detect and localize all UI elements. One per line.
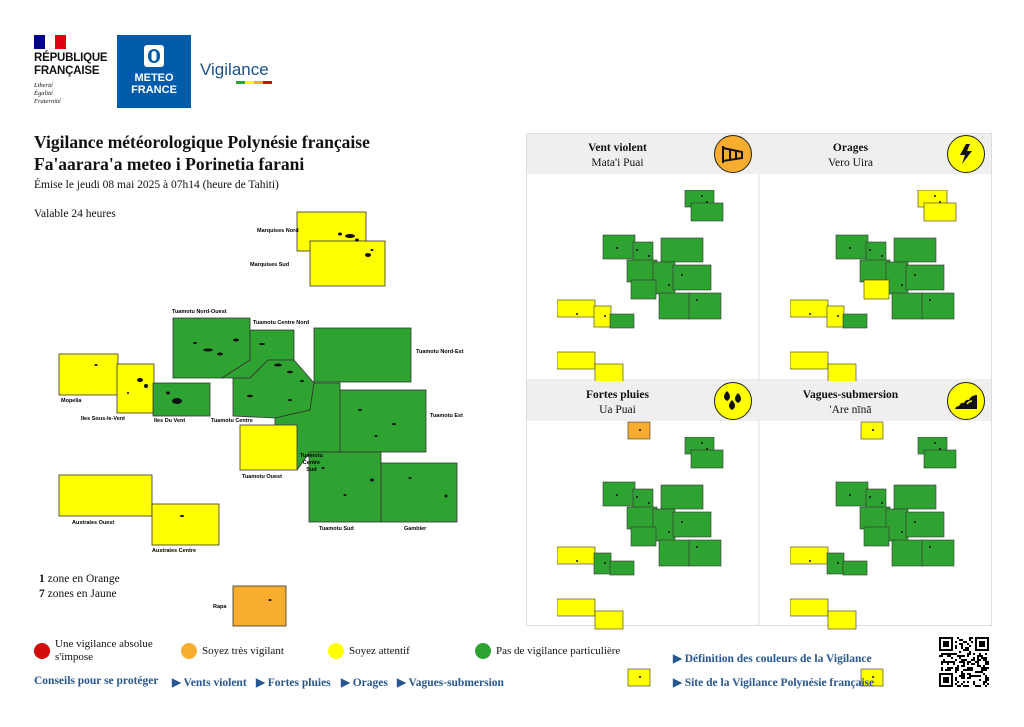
label-australes-centre: Australes Centre [152,548,197,554]
page-title: Vigilance météorologique Polynésie française [34,132,370,152]
mini-zone-tno[interactable] [603,235,635,259]
label-gambier: Gambier [404,526,427,532]
mini-island [636,249,638,251]
mini-zone-gam[interactable] [922,540,954,566]
mini-zone-ac[interactable] [828,364,856,382]
mini-zone-ao[interactable] [557,599,595,616]
lightning-icon [947,135,985,173]
mini-zone-gam[interactable] [689,293,721,319]
mini-island [616,494,618,496]
mini-island [934,195,936,197]
mini-island [809,560,811,562]
label-tuamotu-est: Tuamotu Est [430,413,463,419]
label-mopelia: Mopelia [61,398,82,404]
wave-icon [947,382,985,420]
motto-liberte: Liberté [34,82,53,89]
mini-island [881,255,883,257]
label-iles-sous-le-vent: Iles Sous-le-Vent [81,416,126,422]
mini-island [681,521,683,523]
mini-zone-touest[interactable] [864,280,889,299]
link-vigilance-site[interactable]: ▶ Site de la Vigilance Polynésie française [673,677,875,689]
panel-header-vent-violent [527,134,758,174]
rf-line-1: RÉPUBLIQUE [34,52,108,64]
mini-zone-ao[interactable] [557,352,595,369]
mini-zone-ts[interactable] [659,293,690,319]
mini-zone-tne[interactable] [894,485,936,509]
mini-zone-marquises[interactable] [924,450,956,468]
mini-zone-gam[interactable] [922,293,954,319]
mini-island [701,442,703,444]
panel-header-fortes-pluies [527,381,758,421]
mini-zone-ac[interactable] [828,611,856,629]
mini-zone-rapa[interactable] [628,669,650,686]
wind-icon [714,135,752,173]
mini-zone-ao[interactable] [790,599,828,616]
panel-subtitle: Ua Puai [599,404,636,416]
mini-zone-tne[interactable] [894,238,936,262]
mini-zone-idv[interactable] [610,561,634,575]
orange-count: 1 [39,573,45,585]
mini-island [639,676,641,678]
mini-island [706,201,708,203]
label-rapa: Rapa [213,604,227,610]
mini-zone-tne[interactable] [661,238,703,262]
mini-zone-gam[interactable] [689,540,721,566]
mini-island [681,274,683,276]
mini-island [604,562,606,564]
mini-zone-touest[interactable] [631,527,656,546]
panel-header-vagues-submersion [760,381,991,421]
mini-island [837,315,839,317]
label-tuamotu-sud: Tuamotu Sud [319,526,354,532]
link-waves[interactable]: ▶ Vagues-submersion [397,677,504,689]
mini-zone-ac[interactable] [595,364,623,382]
motto-fraternite: Fraternité [34,98,61,105]
legend-yellow-dot [328,643,344,659]
mini-zone-tc[interactable] [860,260,890,282]
mini-island [939,448,941,450]
mini-zone-touest[interactable] [864,527,889,546]
panel-title: Vagues-submersion [802,389,899,401]
mini-zone-te[interactable] [906,512,944,537]
mini-zone-tno[interactable] [603,482,635,506]
legend-green-label: Pas de vigilance particulière [496,645,621,657]
mini-island [576,560,578,562]
mini-island [639,429,641,431]
issued-date: Émise le jeudi 08 mai 2025 à 07h14 (heure de Tahiti) [34,179,279,191]
mini-island [881,502,883,504]
panel-subtitle: Mata'i Puai [591,157,644,169]
mini-zone-isv[interactable] [827,553,844,574]
label-tuamotu-nord-est: Tuamotu Nord-Est [416,349,464,355]
mini-island [701,195,703,197]
panel-title: Orages [832,142,869,154]
mini-zone-mopelia[interactable] [557,300,595,317]
mini-zone-te[interactable] [673,265,711,290]
mini-island [668,531,670,533]
mini-zone-mopelia[interactable] [557,547,595,564]
mini-island [939,201,941,203]
link-rain[interactable]: ▶ Fortes pluies [256,677,331,689]
label-tuamotu-centre-sud: Tuamotu Centre Sud [300,453,323,473]
mini-zone-tne[interactable] [661,485,703,509]
mini-zone-ts[interactable] [659,540,690,566]
meteo-line-1: METEO [134,72,174,84]
mini-zone-touest[interactable] [631,280,656,299]
label-iles-du-vent: Iles Du Vent [154,418,186,424]
mini-zone-isv[interactable] [594,553,611,574]
mini-island [869,249,871,251]
mini-zone-idv[interactable] [843,561,867,575]
validity-text: Valable 24 heures [34,208,116,220]
mini-island [636,496,638,498]
label-marquises-sud: Marquises Sud [250,262,290,268]
mini-island [837,562,839,564]
rf-line-2: FRANÇAISE [34,65,100,77]
mini-island [576,313,578,315]
mini-island [914,521,916,523]
mini-zone-te[interactable] [673,512,711,537]
mini-zone-tc[interactable] [860,507,890,529]
mini-island [706,448,708,450]
mini-zone-ao[interactable] [790,352,828,369]
legend-red-dot [34,643,50,659]
mini-zone-tno[interactable] [836,482,868,506]
mini-island [934,442,936,444]
mini-zone-tc[interactable] [627,260,657,282]
page-title-local: Fa'aarara'a meteo i Porinetia farani [34,154,305,174]
panel-subtitle: 'Are nīnā [829,404,872,416]
link-wind[interactable]: ▶ Vents violent [172,677,247,689]
mini-island [696,546,698,548]
mini-island [901,284,903,286]
mini-island [929,546,931,548]
label-tuamotu-centre-nord: Tuamotu Centre Nord [253,320,310,326]
yellow-text: zones en Jaune [44,588,117,600]
mini-island [648,502,650,504]
label-tuamotu-nord-ouest: Tuamotu Nord-Ouest [172,309,227,315]
yellow-count: 7 [39,588,45,600]
mini-island [696,299,698,301]
mini-island [648,255,650,257]
panel-title: Fortes pluies [586,389,649,401]
legend-red-label: Une vigilance absolue s'impose [55,638,153,663]
legend-green-dot [475,643,491,659]
mini-island [668,284,670,286]
mini-island [901,531,903,533]
mini-zone-isv[interactable] [827,306,844,327]
legend-orange-dot [181,643,197,659]
mini-zone-ts[interactable] [892,540,923,566]
panel-title: Vent violent [588,142,647,154]
panel-header-orages [760,134,991,174]
link-color-definition[interactable]: ▶ Définition des couleurs de la Vigilance [673,653,872,665]
legend-yellow-label: Soyez attentif [349,645,410,657]
mini-zone-ts[interactable] [892,293,923,319]
mini-island [809,313,811,315]
mini-zone-tc[interactable] [627,507,657,529]
qr-code-icon[interactable] [939,637,989,687]
label-tuamotu-centre: Tuamotu Centre [211,418,253,424]
mini-zone-idv[interactable] [843,314,867,328]
label-tuamotu-ouest: Tuamotu Ouest [242,474,282,480]
mini-zone-isv[interactable] [594,306,611,327]
mini-island [872,429,874,431]
mini-zone-ac[interactable] [595,611,623,629]
orange-text: zone en Orange [44,573,120,585]
mini-island [914,274,916,276]
mini-zone-marquises[interactable] [691,450,723,468]
mini-zone-mopelia[interactable] [790,300,828,317]
meteo-line-2: FRANCE [131,84,177,96]
mini-zone-tno[interactable] [836,235,868,259]
motto-egalite: Égalité [34,90,53,97]
mini-zone-marquises[interactable] [924,203,956,221]
vigilance-logo: Vigilance [200,60,269,79]
mini-island [849,247,851,249]
label-australes-ouest: Australes Ouest [72,520,115,526]
mini-zone-idv[interactable] [610,314,634,328]
mini-zone-marquises[interactable] [691,203,723,221]
mini-zone-mopelia[interactable] [790,547,828,564]
panel-subtitle: Vero Uira [827,157,874,169]
legend-orange-label: Soyez très vigilant [202,645,284,657]
rain-icon [714,382,752,420]
mini-island [869,496,871,498]
link-advice[interactable]: Conseils pour se protéger [34,675,159,687]
mini-island [616,247,618,249]
label-marquises-nord: Marquises Nord [257,228,299,234]
mini-island [929,299,931,301]
mini-zone-te[interactable] [906,265,944,290]
mini-island [604,315,606,317]
link-storms[interactable]: ▶ Orages [341,677,388,689]
mini-island [849,494,851,496]
